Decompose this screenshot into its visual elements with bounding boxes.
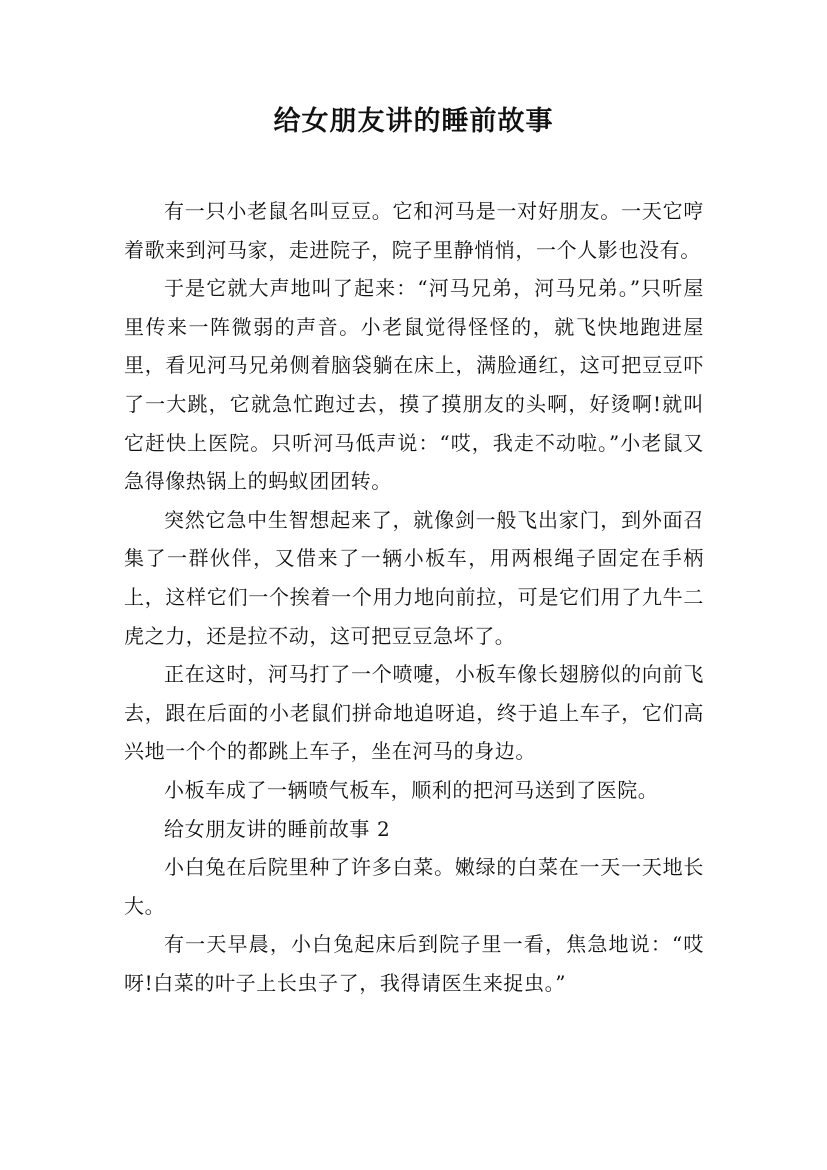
paragraph: 正在这时，河马打了一个喷嚏，小板车像长翅膀似的向前飞去，跟在后面的小老鼠们拼命地追呀追，终于追上车子，它们高兴地一个个的都跳上车子，坐在河马的身边。 — [124, 662, 704, 764]
paragraph: 小白兔在后院里种了许多白菜。嫩绿的白菜在一天一天地长大。 — [124, 855, 704, 918]
paragraph: 有一天早晨，小白兔起床后到院子里一看，焦急地说：“哎呀!白菜的叶子上长虫子了，我得请医生来捉虫。” — [124, 932, 704, 995]
paragraph: 于是它就大声地叫了起来：“河马兄弟，河马兄弟。”只听屋里传来一阵微弱的声音。小老鼠觉得怪怪的，就飞快地跑进屋里，看见河马兄弟侧着脑袋躺在床上，满脸通红，这可把豆豆吓了一大跳，它就急忙跑过去，摸了摸朋友的头啊，好烫啊!就叫它赶快上医院。只听河马低声说：“哎，我走不动啦。”小老鼠又急得像热锅上的蚂蚁团团转。 — [124, 276, 704, 494]
paragraph: 突然它急中生智想起来了，就像剑一般飞出家门，到外面召集了一群伙伴，又借来了一辆小板车，用两根绳子固定在手柄上，这样它们一个挨着一个用力地向前拉，可是它们用了九牛二虎之力，还是拉不动，这可把豆豆急坏了。 — [124, 507, 704, 648]
document-title: 给女朋友讲的睡前故事 — [273, 106, 554, 137]
paragraph: 小板车成了一辆喷气板车，顺利的把河马送到了医院。 — [164, 777, 659, 802]
section-heading: 给女朋友讲的睡前故事 2 — [164, 816, 391, 841]
paragraph: 有一只小老鼠名叫豆豆。它和河马是一对好朋友。一天它哼着歌来到河马家，走进院子，院子里静悄悄，一个人影也没有。 — [124, 199, 704, 262]
document-body — [124, 192, 704, 1002]
